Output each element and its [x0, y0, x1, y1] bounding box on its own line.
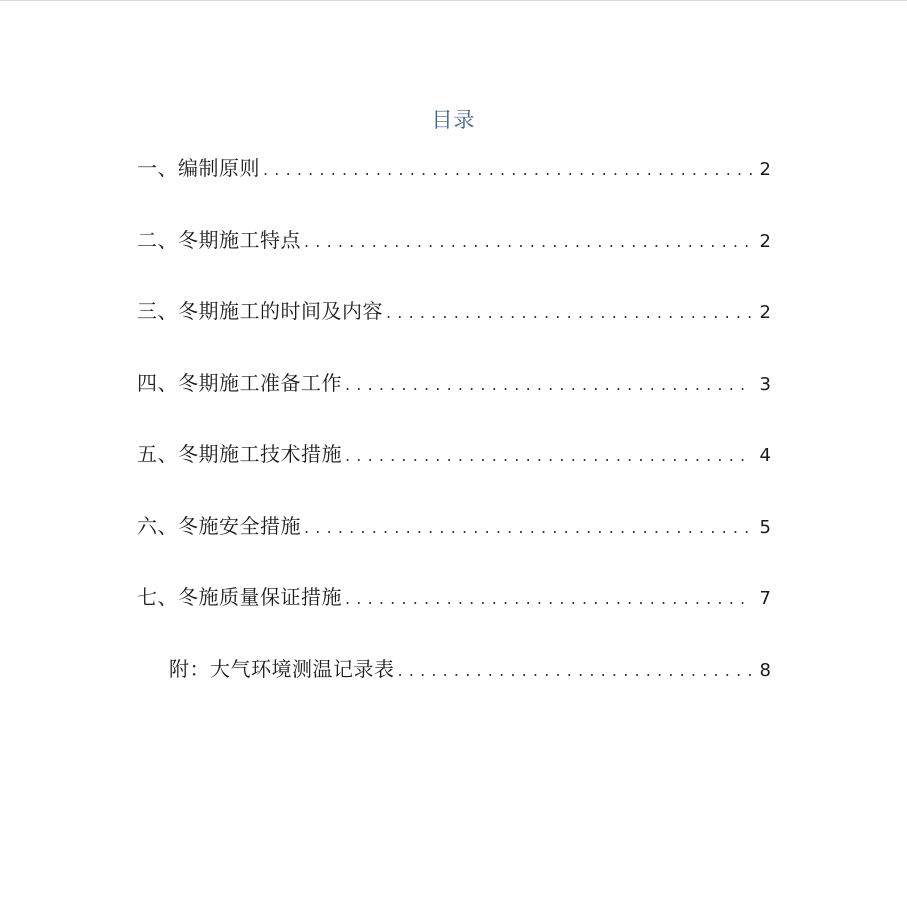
toc-page-number: 8 [759, 659, 771, 681]
toc-entry-4[interactable] [137, 367, 771, 399]
toc-entry-text: 五、冬期施工技术措施 [137, 442, 342, 466]
toc-page-number: 4 [759, 445, 771, 466]
toc-entry-appendix[interactable] [137, 653, 771, 685]
toc-dot-leader [342, 369, 752, 401]
toc-page-number: 2 [759, 159, 771, 180]
toc-page-number: 5 [759, 516, 771, 538]
toc-dot-leader [342, 440, 752, 472]
toc-page-number: 2 [759, 230, 771, 252]
toc-entry-3[interactable] [137, 295, 771, 327]
toc-page-number: 3 [759, 373, 771, 395]
toc-title: 目录 [431, 108, 476, 132]
toc-entry-5[interactable] [137, 438, 771, 470]
toc-entry-text: 六、冬施安全措施 [137, 513, 301, 538]
toc-dot-leader [383, 297, 752, 329]
toc-entry-text: 七、冬施质量保证措施 [137, 585, 342, 609]
page-top-border [0, 0, 907, 1]
toc-entry-text: 二、冬期施工特点 [137, 227, 301, 252]
toc-dot-leader [301, 512, 752, 544]
toc-entry-1[interactable] [137, 152, 771, 184]
toc-entry-2[interactable] [137, 224, 771, 256]
toc-entry-7[interactable] [137, 581, 771, 613]
toc-dot-leader [301, 226, 752, 258]
toc-page-number: 7 [759, 588, 771, 609]
toc-entry-text: 四、冬期施工准备工作 [137, 370, 342, 395]
toc-entry-text: 附：大气环境测温记录表 [169, 656, 395, 681]
toc-entry-text: 一、编制原则 [137, 156, 260, 180]
toc-entry-text: 三、冬期施工的时间及内容 [137, 299, 383, 323]
toc-dot-leader [260, 154, 752, 186]
toc-dot-leader [342, 583, 752, 615]
toc-dot-leader [395, 655, 752, 687]
toc-page-number: 2 [759, 302, 771, 323]
toc-entry-6[interactable] [137, 510, 771, 542]
table-of-contents [137, 152, 771, 724]
